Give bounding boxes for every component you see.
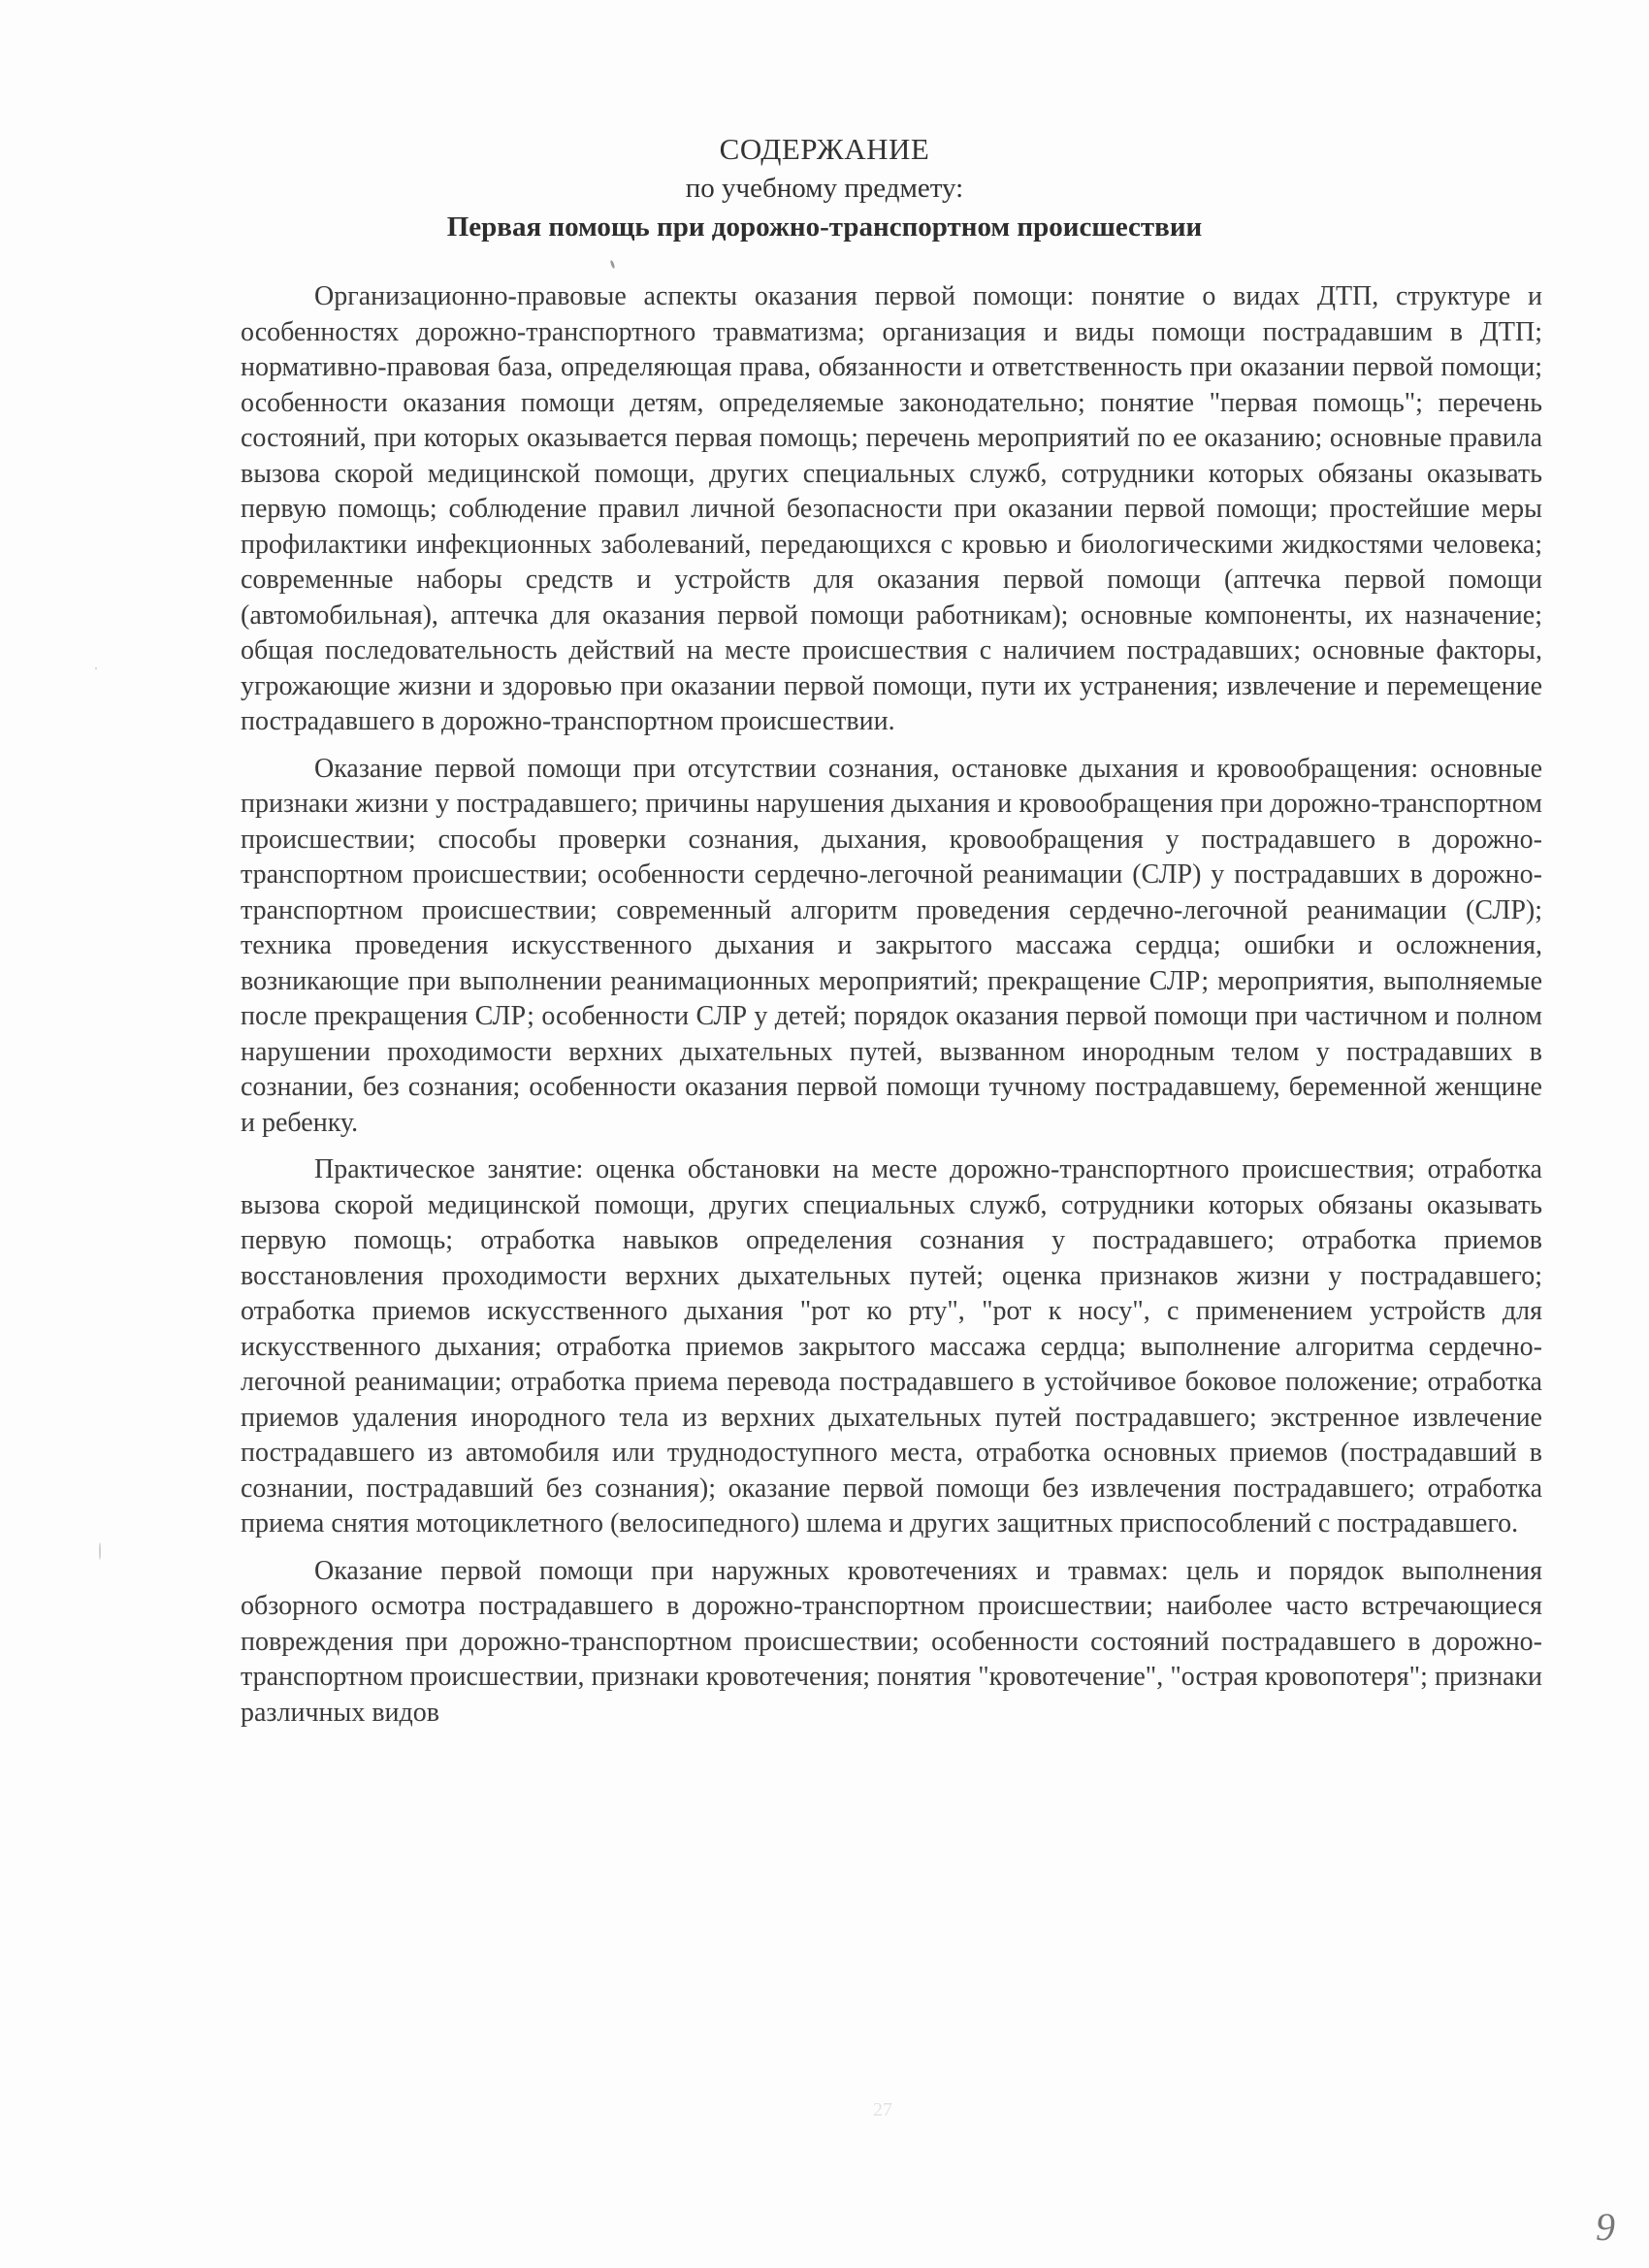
paragraph-resuscitation: Оказание первой помощи при отсутствии сознания, остановке дыхания и кровообращения: основные признаки жизни у пострадавшего; причины нарушения дыхания и кровообращения при дорожно-транспортном происшествии; способы проверки сознания, дыхания, кровообращения у пострадавшего в дорожно-транспортном происшествии; особенности сердечно-легочной реанимации (СЛР) у пострадавших в дорожно-транспортном происшествии; современный алгоритм проведения сердечно-легочной реанимации (СЛР); техника проведения искусственного дыхания и закрытого массажа сердца; ошибки и осложнения, возникающие при выполнении реанимационных мероприятий; прекращение СЛР; мероприятия, выполняемые после прекращения СЛР; особенности СЛР у детей; порядок оказания первой помощи при частичном и полном нарушении проходимости верхних дыхательных путей, вызванном инородным телом у пострадавших в сознании, без сознания; особенности оказания первой помощи тучному пострадавшему, беременной женщине и ребенку. (241, 753, 1542, 1138)
document-title: СОДЕРЖАНИЕ (719, 132, 930, 166)
paragraph-legal-aspects: Организационно-правовые аспекты оказания первой помощи: понятие о видах ДТП, структуре и особенностях дорожно-транспортного травматизма; организация и виды помощи пострадавшим в ДТП; нормативно-правовая база, определяющая права, обязанности и ответственность при оказании первой помощи; особенности оказания помощи детям, определяемые законодательно; понятие "первая помощь"; перечень состояний, при которых оказывается первая помощь; перечень мероприятий по ее оказанию; основные правила вызова скорой медицинской помощи, других специальных служб, сотрудники которых обязаны оказывать первую помощь; соблюдение правил личной безопасности при оказании первой помощи; простейшие меры профилактики инфекционных заболеваний, передающихся с кровью и биологическими жидкостями человека; современные наборы средств и устройств для оказания первой помощи (аптечка первой помощи (автомобильная), аптечка для оказания первой помощи работникам); основные компоненты, их назначение; общая последовательность действий на месте происшествия с наличием пострадавших; основные факторы, угрожающие жизни и здоровью при оказании первой помощи, пути их устранения; извлечение и перемещение пострадавшего в дорожно-транспортном происшествии. (241, 281, 1542, 736)
document-subtitle: по учебному предмету: (685, 173, 964, 204)
paragraph-bleeding-injuries: Оказание первой помощи при наружных кровотечениях и травмах: цель и порядок выполнения обзорного осмотра пострадавшего в дорожно-транспортном происшествии; наиболее часто встречающиеся повреждения при дорожно-транспортном происшествии; особенности состояний пострадавшего в дорожно-транспортном происшествии, признаки кровотечения; понятия "кровотечение", "острая кровопотеря"; признаки различных видов (241, 1555, 1542, 1728)
scan-speck (99, 1542, 101, 1560)
faint-folio-number: 27 (873, 2099, 892, 2121)
handwritten-page-number: 9 (1596, 2205, 1615, 2249)
subject-heading: Первая помощь при дорожно-транспортном происшествии (446, 211, 1203, 243)
scan-speck (95, 667, 97, 669)
scan-speck (610, 260, 616, 269)
paragraph-practical-lesson: Практическое занятие: оценка обстановки на месте дорожно-транспортного происшествия; отработка вызова скорой медицинской помощи, других специальных служб, сотрудники которых обязаны оказывать первую помощь; отработка навыков определения сознания у пострадавшего; отработка приемов восстановления проходимости верхних дыхательных путей; оценка признаков жизни у пострадавшего; отработка приемов искусственного дыхания "рот ко рту", "рот к носу", с применением устройств для искусственного дыхания; отработка приемов закрытого массажа сердца; выполнение алгоритма сердечно-легочной реанимации; отработка приема перевода пострадавшего в устойчивое боковое положение; отработка приемов удаления инородного тела из верхних дыхательных путей пострадавшего; экстренное извлечение пострадавшего из автомобиля или труднодоступного места, отработка основных приемов (пострадавший в сознании, пострадавший без сознания); оказание первой помощи без извлечения пострадавшего; отработка приема снятия мотоциклетного (велосипедного) шлема и других защитных приспособлений с пострадавшего. (241, 1154, 1542, 1539)
document-body (241, 279, 1542, 1731)
